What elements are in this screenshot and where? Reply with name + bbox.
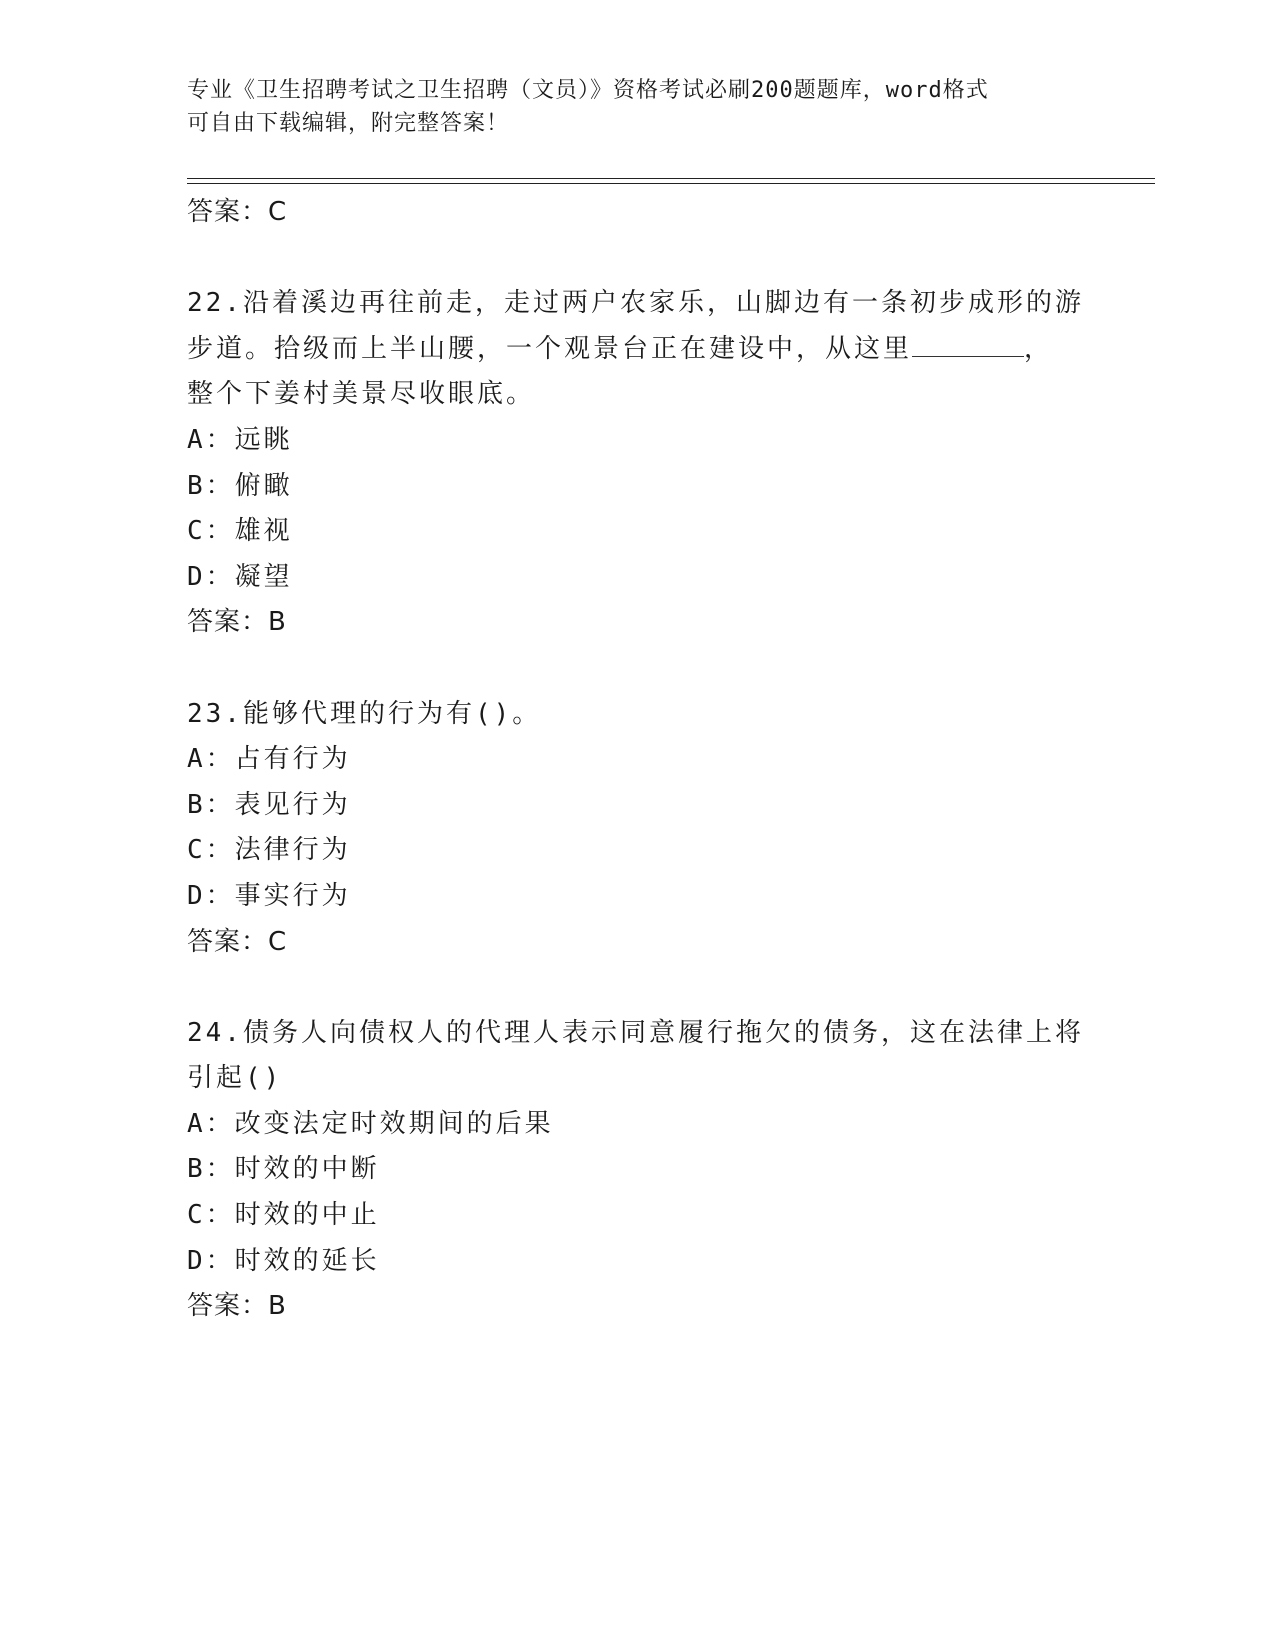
question-24-option-d: D：时效的延长 (187, 1245, 380, 1276)
question-23-option-c: C：法律行为 (187, 835, 351, 866)
question-23-option-a: A：占有行为 (187, 744, 351, 775)
question-22-stem-line-2-text: 步道。拾级而上半山腰，一个观景台正在建设中，从这里 (187, 333, 913, 364)
header-line-2: 可自由下载编辑，附完整答案！ (187, 111, 510, 136)
question-24-option-b: B：时效的中断 (187, 1154, 380, 1185)
document-header (187, 74, 1067, 140)
spacer (187, 236, 1087, 282)
question-24-stem-line-1: 24.债务人向债权人的代理人表示同意履行拖欠的债务，这在法律上将 (187, 1017, 1084, 1048)
document-body (187, 190, 1087, 1330)
question-24-answer: 答案：B (187, 1291, 287, 1322)
spacer (187, 646, 1087, 692)
question-22-answer: 答案：B (187, 607, 287, 638)
question-22-stem-line-2-end: ， (1024, 333, 1054, 364)
question-22-stem-line-1: 22.沿着溪边再往前走，走过两户农家乐，山脚边有一条初步成形的游 (187, 288, 1084, 319)
question-22-option-c: C：雄视 (187, 516, 293, 547)
question-22-option-a: A：远眺 (187, 424, 293, 455)
question-22-stem-line-3: 整个下姜村美景尽收眼底。 (187, 379, 536, 410)
question-24-option-a: A：改变法定时效期间的后果 (187, 1108, 554, 1139)
question-23-option-b: B：表见行为 (187, 789, 351, 820)
spacer (187, 965, 1087, 1011)
question-24-stem-line-2: 引起() (187, 1063, 283, 1094)
question-22-option-b: B：俯瞰 (187, 470, 293, 501)
question-23-stem-line-1: 23.能够代理的行为有()。 (187, 698, 542, 729)
question-22-stem-line-2 (187, 327, 1087, 373)
question-23-option-d: D：事实行为 (187, 880, 351, 911)
fill-in-blank (912, 336, 1024, 357)
question-23-answer: 答案：C (187, 926, 288, 957)
header-divider (187, 178, 1155, 184)
header-line-1: 专业《卫生招聘考试之卫生招聘（文员）》资格考试必刷200题题库，word格式 (187, 78, 989, 103)
question-22 (187, 281, 1087, 646)
question-24-option-c: C：时效的中止 (187, 1200, 380, 1231)
question-24 (187, 1011, 1087, 1330)
previous-answer: 答案：C (187, 197, 288, 227)
question-23 (187, 692, 1087, 966)
question-22-option-d: D：凝望 (187, 561, 293, 592)
